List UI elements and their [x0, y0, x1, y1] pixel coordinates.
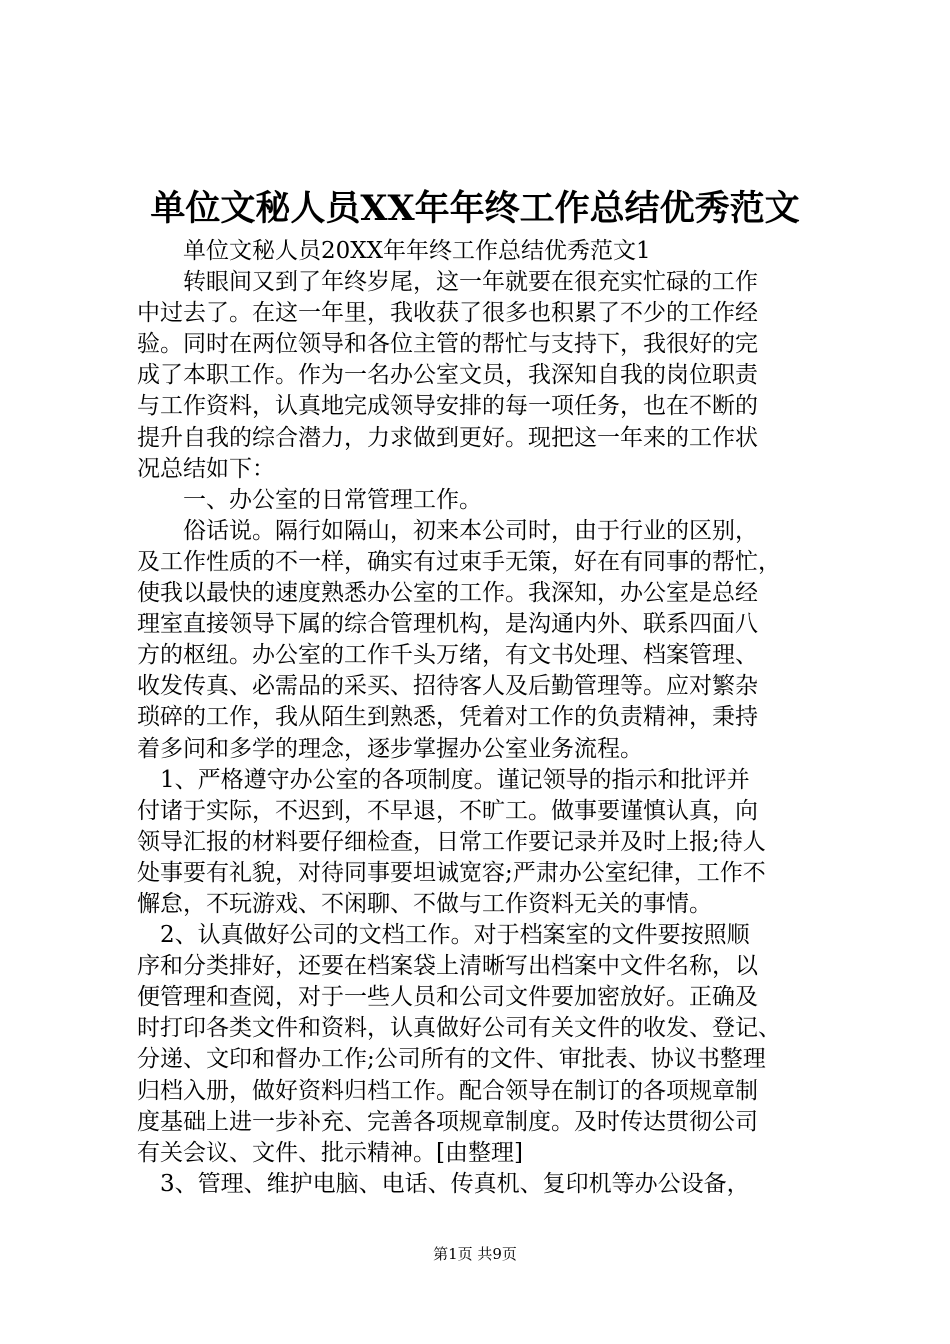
paragraph-line: 及工作性质的不一样，确实有过束手无策，好在有同事的帮忙， [137, 548, 781, 575]
paragraph-line: 方的枢纽。办公室的工作千头万绪，有文书处理、档案管理、 [137, 642, 758, 669]
paragraph-line: 理室直接领导下属的综合管理机构，是沟通内外、联系四面八 [137, 611, 758, 638]
paragraph-line: 验。同时在两位领导和各位主管的帮忙与支持下，我很好的完 [137, 331, 758, 358]
subtitle-line: 单位文秘人员20XX年年终工作总结优秀范文1 [183, 238, 651, 264]
paragraph-line: 提升自我的综合潜力，力求做到更好。现把这一年来的工作状 [137, 424, 758, 451]
paragraph-line: 俗话说。隔行如隔山，初来本公司时，由于行业的区别， [183, 517, 758, 544]
list-item-line: 归档入册，做好资料归档工作。配合领导在制订的各项规章制 [137, 1077, 758, 1104]
list-item-line: 有关会议、文件、批示精神。[由整理] [137, 1139, 523, 1166]
list-item-line: 处事要有礼貌，对待同事要坦诚宽容;严肃办公室纪律，工作不 [137, 859, 766, 886]
paragraph-line: 况总结如下： [137, 455, 275, 482]
list-item-line: 序和分类排好，还要在档案袋上清晰写出档案中文件名称，以 [137, 953, 758, 980]
paragraph-line: 使我以最快的速度熟悉办公室的工作。我深知，办公室是总经 [137, 580, 758, 607]
page-footer: 第1页 共9页 [433, 1245, 517, 1263]
paragraph-line: 琐碎的工作，我从陌生到熟悉，凭着对工作的负责精神，秉持 [137, 704, 758, 731]
list-item-line: 懈怠，不玩游戏、不闲聊、不做与工作资料无关的事情。 [137, 890, 712, 917]
list-item-line: 分递、文印和督办工作;公司所有的文件、审批表、协议书整理 [137, 1046, 766, 1073]
list-item-line: 2、认真做好公司的文档工作。对于档案室的文件要按照顺 [160, 922, 750, 949]
list-item-line: 3、管理、维护电脑、电话、传真机、复印机等办公设备， [160, 1170, 750, 1197]
list-item-line: 付诸于实际，不迟到，不早退，不旷工。做事要谨慎认真，向 [137, 797, 758, 824]
document-body [137, 236, 827, 1200]
section-heading: 一、办公室的日常管理工作。 [183, 486, 482, 513]
list-item-line: 度基础上进一步补充、完善各项规章制度。及时传达贯彻公司 [137, 1108, 758, 1135]
paragraph-line: 收发传真、必需品的采买、招待客人及后勤管理等。应对繁杂 [137, 673, 758, 700]
document-title: 单位文秘人员XX年年终工作总结优秀范文 [150, 188, 800, 229]
list-item-line: 时打印各类文件和资料，认真做好公司有关文件的收发、登记、 [137, 1015, 781, 1042]
paragraph-line: 中过去了。在这一年里，我收获了很多也积累了不少的工作经 [137, 300, 758, 327]
list-item-line: 1、严格遵守办公室的各项制度。谨记领导的指示和批评并 [160, 766, 750, 793]
paragraph-line: 着多问和多学的理念，逐步掌握办公室业务流程。 [137, 735, 643, 762]
paragraph-line: 成了本职工作。作为一名办公室文员，我深知自我的岗位职责 [137, 362, 758, 389]
paragraph-line: 与工作资料，认真地完成领导安排的每一项任务，也在不断的 [137, 393, 758, 420]
list-item-line: 领导汇报的材料要仔细检查，日常工作要记录并及时上报;待人 [137, 828, 766, 855]
list-item-line: 便管理和查阅，对于一些人员和公司文件要加密放好。正确及 [137, 984, 758, 1011]
paragraph-line: 转眼间又到了年终岁尾，这一年就要在很充实忙碌的工作 [183, 269, 758, 296]
